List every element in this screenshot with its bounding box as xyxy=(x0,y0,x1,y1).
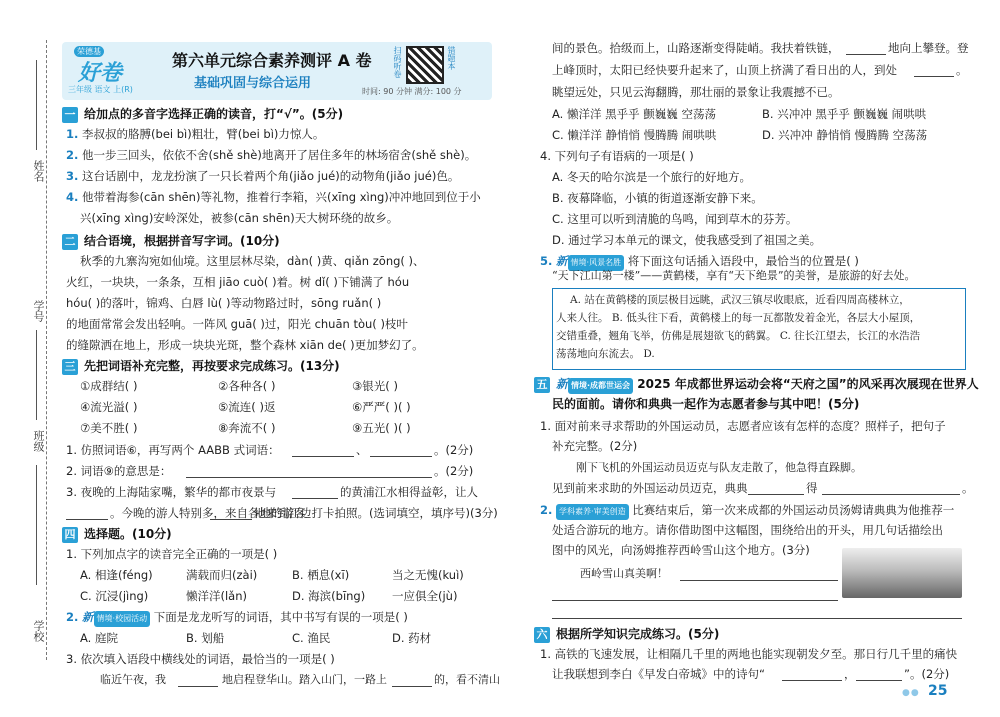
cut-line xyxy=(46,40,47,660)
s4-q1-option-d2: 一应俱全(jù) xyxy=(392,589,458,603)
section-3-title xyxy=(62,358,340,375)
s5-q2-blank-3[interactable] xyxy=(552,618,962,619)
s3-word-8[interactable]: ⑧奔流不( ) xyxy=(218,421,276,435)
s4-q4-option-a[interactable]: A. 冬天的哈尔滨是一个旅行的好地方。 xyxy=(552,170,751,184)
section-1-title xyxy=(62,106,343,123)
s4-q3-passage-1: 临近午夜，我 xyxy=(100,673,166,686)
s5-q2-line-3: 图中的风光，向汤姆推荐西岭雪山这个地方。(3分) xyxy=(552,543,810,557)
s6-q1-points: ”。(2分) xyxy=(904,667,950,681)
section-5-title xyxy=(534,376,979,394)
passage-line-2b: 。 xyxy=(956,63,968,77)
q-num: 3. xyxy=(66,169,79,183)
s4-q1-option-b[interactable]: B. 栖息(xī) xyxy=(292,568,350,582)
s6-q1: 1. 高铁的飞速发展，让相隔几千里的两地也能实现朝发夕至。那日行几千里的痛快 xyxy=(540,647,958,661)
s3-word-9[interactable]: ⑨五光( )( ) xyxy=(352,421,411,435)
s4-q3-blank-1[interactable] xyxy=(178,686,218,687)
page-title: 第六单元综合素养测评 A 卷 xyxy=(172,51,372,70)
s3-word-7[interactable]: ⑦美不胜( ) xyxy=(80,421,138,435)
context-tag: 情境·校园活动 xyxy=(94,611,151,627)
qr-right-label: 错题本 xyxy=(447,46,456,70)
s3-q1-blank-1[interactable] xyxy=(292,456,354,457)
q-num: 2. xyxy=(66,148,79,162)
s4-q5-box-line-2: 人来人往。 B. 低头往下看，黄鹤楼上的每一瓦都散发着金光，各层大小屋顶， xyxy=(556,312,921,324)
s5-q1-blank-2[interactable] xyxy=(822,494,960,495)
passage-line-2: 上峰顶时，太阳已经快要升起来了，山顶上挤满了看日出的人，到处 xyxy=(552,63,897,77)
edition-label: 三年级 语文 上(R) xyxy=(68,85,133,94)
xiling-snow-mountain-image xyxy=(842,548,962,598)
s6-q1-blank-2[interactable] xyxy=(856,680,902,681)
s3-q1-blank-2[interactable] xyxy=(370,456,432,457)
section-number: 三 xyxy=(62,359,78,375)
brand-logo xyxy=(68,46,133,94)
new-badge: 新 xyxy=(556,254,568,268)
qr-left-label: 扫码听卷 xyxy=(393,46,402,78)
passage-line-1b: 地向上攀登。登 xyxy=(888,41,969,55)
s4-q2-option-b[interactable]: B. 划船 xyxy=(186,631,225,645)
exam-meta: 时间: 90 分钟 满分: 100 分 xyxy=(362,87,462,96)
s5-q1-cont: 补充完整。(2分) xyxy=(552,439,638,453)
section-title-text: 选择题。(10分) xyxy=(84,527,172,541)
q-text: 这台话剧中，龙龙扮演了一只长着两个角(jiǎo jué)的动物角(jiǎo jué)色。 xyxy=(82,169,460,183)
exam-header xyxy=(62,42,492,100)
s2-line-2[interactable]: 火红，一块块，一条条，互相 jiāo cuò( )着。树 dǐ( )下铺满了 hóu xyxy=(66,275,410,289)
s3-q1-sep: 、 xyxy=(356,443,368,457)
name-field[interactable] xyxy=(36,60,37,150)
q-num: 5. xyxy=(540,254,553,268)
s4-q3: 3. 依次填入语段中横线处的词语，最恰当的一项是( ) xyxy=(66,652,335,666)
section-number: 六 xyxy=(534,627,550,643)
s3-word-1[interactable]: ①成群结( ) xyxy=(80,379,138,393)
class-label: 班级 xyxy=(32,430,45,452)
s4-q4-option-d[interactable]: D. 通过学习本单元的课文，使我感受到了祖国之美。 xyxy=(552,233,822,247)
s6-q1-comma: ， xyxy=(844,667,856,681)
s3-q3-a: 3. 夜晚的上海陆家嘴，繁华的都市夜景与 xyxy=(66,485,277,499)
section-6-title xyxy=(534,626,719,643)
s4-q3-option-b[interactable]: B. 兴冲冲 黑乎乎 颤巍巍 闹哄哄 xyxy=(762,107,927,121)
section-2-title xyxy=(62,233,280,250)
s3-q3-d: 地来到江边打卡拍照。(选词填空，填序号)(3分) xyxy=(254,506,498,520)
name-label: 姓名 xyxy=(32,160,45,182)
context-tag: 情境·风景名胜 xyxy=(568,255,625,271)
school-label: 学校 xyxy=(32,620,45,642)
page-subtitle: 基础巩固与综合运用 xyxy=(194,76,312,91)
q-text: 下面是龙龙听写的词语，其中书写有误的一项是( ) xyxy=(153,610,408,624)
section-4-title xyxy=(62,526,172,543)
s1-q3 xyxy=(66,168,459,184)
new-badge: 新 xyxy=(82,610,94,624)
qr-code-icon[interactable] xyxy=(406,46,444,84)
s5-q2-line-2: 处适合游玩的地方。请你借助图中这幅图，围绕给出的开头，用几句话描绘出 xyxy=(552,523,943,537)
s4-q1-option-b2: 当之无愧(kuì) xyxy=(392,568,464,582)
s5-q2-blank-1[interactable] xyxy=(680,580,838,581)
q-num: 1. xyxy=(66,127,79,141)
s3-word-4[interactable]: ④流光溢( ) xyxy=(80,400,138,414)
s3-word-2[interactable]: ②各种各( ) xyxy=(218,379,276,393)
s3-word-3[interactable]: ③银光( ) xyxy=(352,379,398,393)
s5-q1-de: 得 xyxy=(806,481,818,495)
q-num: 4. xyxy=(66,190,79,204)
s4-q4-option-c[interactable]: C. 这里可以听到清脆的鸟鸣，闻到草木的芬芳。 xyxy=(552,212,798,226)
s3-q3-blank-1[interactable] xyxy=(292,498,338,499)
section-number: 四 xyxy=(62,527,78,543)
s4-q2 xyxy=(66,609,408,627)
section-5-title-cont: 民的面前。请你和典典一起作为志愿者参与其中吧！(5分) xyxy=(552,397,860,411)
class-field[interactable] xyxy=(36,465,37,585)
brand-name: 荣德基 xyxy=(74,46,104,57)
s4-q1: 1. 下列加点字的读音完全正确的一项是( ) xyxy=(66,547,278,561)
s3-q3-blank-2[interactable] xyxy=(66,519,108,520)
s4-q4-option-b[interactable]: B. 夜幕降临，小镇的街道逐渐安静下来。 xyxy=(552,191,763,205)
s3-q3-b: 的黄浦江水相得益彰，让人 xyxy=(340,485,478,499)
q-text: 他带着海参(cān shēn)等礼物，推着行李箱，兴(xīng xìng)冲冲地回到位于小 xyxy=(82,190,481,204)
s2-line-1[interactable]: 秋季的九寨沟宛如仙境。这里层林尽染，dàn( )黄、qiǎn zōng( )、 xyxy=(80,254,425,268)
s2-line-3[interactable]: hóu( )的落叶，锦鸡、白唇 lù( )等动物路过时，sōng ruǎn( ) xyxy=(66,296,382,310)
s6-q1-blank-1[interactable] xyxy=(782,680,842,681)
q-num: 2. xyxy=(540,503,553,517)
s3-q3-c: 。今晚的游人特别多，来自各地的游客 xyxy=(110,506,306,520)
s4-q1-option-c[interactable]: C. 沉浸(jìng) xyxy=(80,589,149,603)
s2-line-5[interactable]: 的缝隙洒在地上，形成一块块光斑，整个森林 xiān de( )更加梦幻了。 xyxy=(66,338,424,352)
s5-q1-example: 刚下飞机的外国运动员迈克与队友走散了，他急得直跺脚。 xyxy=(576,461,862,474)
s3-q1-points: 。(2分) xyxy=(434,443,474,457)
s1-q2 xyxy=(66,147,476,163)
s6-q1-prompt: 让我联想到李白《早发白帝城》中的诗句“ xyxy=(552,667,765,681)
s4-q2-option-a[interactable]: A. 庭院 xyxy=(80,631,118,645)
s4-q3-option-c[interactable]: C. 懒洋洋 静悄悄 慢腾腾 闹哄哄 xyxy=(552,128,717,142)
q-num: 2. xyxy=(66,610,79,624)
s3-q2: 2. 词语⑨的意思是： xyxy=(66,464,172,478)
context-tag: 情境·成都世运会 xyxy=(568,378,633,394)
passage-blank-3[interactable] xyxy=(846,54,886,55)
section-title-text: 根据所学知识完成练习。(5分) xyxy=(556,627,720,641)
number-label: 学号 xyxy=(32,300,45,322)
s4-q2-option-d[interactable]: D. 药材 xyxy=(392,631,432,645)
section-title-text: 给加点的多音字选择正确的读音，打“√”。(5分) xyxy=(84,107,344,121)
s4-q1-option-d[interactable]: D. 海滨(bīng) xyxy=(292,589,366,603)
section-title-text: 先把词语补充完整，再按要求完成练习。(13分) xyxy=(84,359,340,373)
s4-q5-quote: “天下江山第一楼”——黄鹤楼，享有“天下绝景”的美誉，是旅游的好去处。 xyxy=(552,269,916,282)
section-number: 二 xyxy=(62,234,78,250)
q-text: 将下面这句话插入语段中，最恰当的位置是( ) xyxy=(627,254,859,268)
passage-line-1: 间的景色。拾级而上，山路逐渐变得陡峭。我扶着铁链， xyxy=(552,41,840,55)
s3-word-6[interactable]: ⑥严严( )( ) xyxy=(352,400,411,414)
section-title-text: 结合语境，根据拼音写字词。(10分) xyxy=(84,234,280,248)
binding-strip xyxy=(0,0,55,717)
s4-q3-passage-3: 的，看不清山 xyxy=(434,673,500,686)
s5-q2-opening: 西岭雪山真美啊！ xyxy=(580,567,668,580)
s5-q2-blank-2[interactable] xyxy=(552,600,838,601)
section-number: 五 xyxy=(534,377,550,393)
s1-q4 xyxy=(66,189,481,205)
page-number: 25 xyxy=(928,683,948,699)
s4-q1-option-a2: 满载而归(zài) xyxy=(186,568,258,582)
s4-q3-option-a[interactable]: A. 懒洋洋 黑乎乎 颤巍巍 空荡荡 xyxy=(552,107,716,121)
passage-line-3: 眺望远处，只见云海翻腾，那壮丽的景象让我震撼不已。 xyxy=(552,85,840,99)
page-number-decoration: ●● xyxy=(902,688,920,698)
s4-q3-blank-2[interactable] xyxy=(392,686,432,687)
s3-q2-blank[interactable] xyxy=(186,477,432,478)
s3-word-5[interactable]: ⑤流连( )返 xyxy=(218,400,276,414)
brand-mark: 好卷 xyxy=(78,61,123,86)
s4-q3-passage-2: 地启程登华山。踏入山门，一路上 xyxy=(222,673,387,686)
s4-q5-box-line-1: A. 站在黄鹤楼的顶层极目远眺，武汉三镇尽收眼底，近看四周高楼林立， xyxy=(570,294,910,306)
s5-q1-blank-1[interactable] xyxy=(748,494,804,495)
s5-q1-prompt: 见到前来求助的外国运动员迈克，典典 xyxy=(552,481,748,495)
s3-q2-points: 。(2分) xyxy=(434,464,474,478)
s4-q5-box-line-3: 交错重叠，翘角飞举，仿佛是展翅欲飞的鹤翼。 C. 往长江望去，长江的水浩浩 xyxy=(556,330,921,342)
q-text: 李叔叔的胳膊(bei bì)粗壮，臂(bei bì)力惊人。 xyxy=(82,127,325,141)
new-badge: 新 xyxy=(556,377,569,391)
section-title-text: 2025 年成都世界运动会将“天府之国”的风采再次展现在世界人 xyxy=(637,377,979,391)
s5-q1: 1. 面对前来寻求帮助的外国运动员，志愿者应该有怎样的态度？照样子，把句子 xyxy=(540,419,946,433)
s5-q2 xyxy=(540,502,954,520)
literacy-tag: 学科素养·审美创造 xyxy=(556,504,629,520)
number-field[interactable] xyxy=(36,330,37,420)
s4-q2-option-c[interactable]: C. 渔民 xyxy=(292,631,331,645)
s4-q5-box-line-4: 荡荡地向东流去。 D. xyxy=(556,348,655,360)
s4-q3-option-d[interactable]: D. 兴冲冲 静悄悄 慢腾腾 空荡荡 xyxy=(762,128,928,142)
s5-q1-end: 。 xyxy=(962,481,974,495)
q-text: 他一步三回头，依依不舍(shě shè)地离开了居住多年的林场宿舍(shě shè)。 xyxy=(82,148,477,162)
s1-q4-cont: 兴(xīng xìng)安岭深处，被参(cān shēn)天大树环绕的故乡。 xyxy=(80,211,399,225)
section-number: 一 xyxy=(62,107,78,123)
s4-q1-option-c2: 懒洋洋(lǎn) xyxy=(186,589,248,603)
s3-q1: 1. 仿照词语⑥，再写两个 AABB 式词语： xyxy=(66,443,280,457)
s4-q4: 4. 下列句子有语病的一项是( ) xyxy=(540,149,694,163)
s2-line-4[interactable]: 的地面常常会发出轻响。一阵风 guā( )过，阳光 chuān tòu( )枝叶 xyxy=(66,317,408,331)
s4-q1-option-a[interactable]: A. 相逢(féng) xyxy=(80,568,153,582)
q-text: 比赛结束后，第一次来成都的外国运动员汤姆请典典为他推荐一 xyxy=(632,503,955,517)
s1-q1 xyxy=(66,126,324,142)
passage-blank-4[interactable] xyxy=(914,76,954,77)
s3-q3-blank-3[interactable] xyxy=(210,519,252,520)
